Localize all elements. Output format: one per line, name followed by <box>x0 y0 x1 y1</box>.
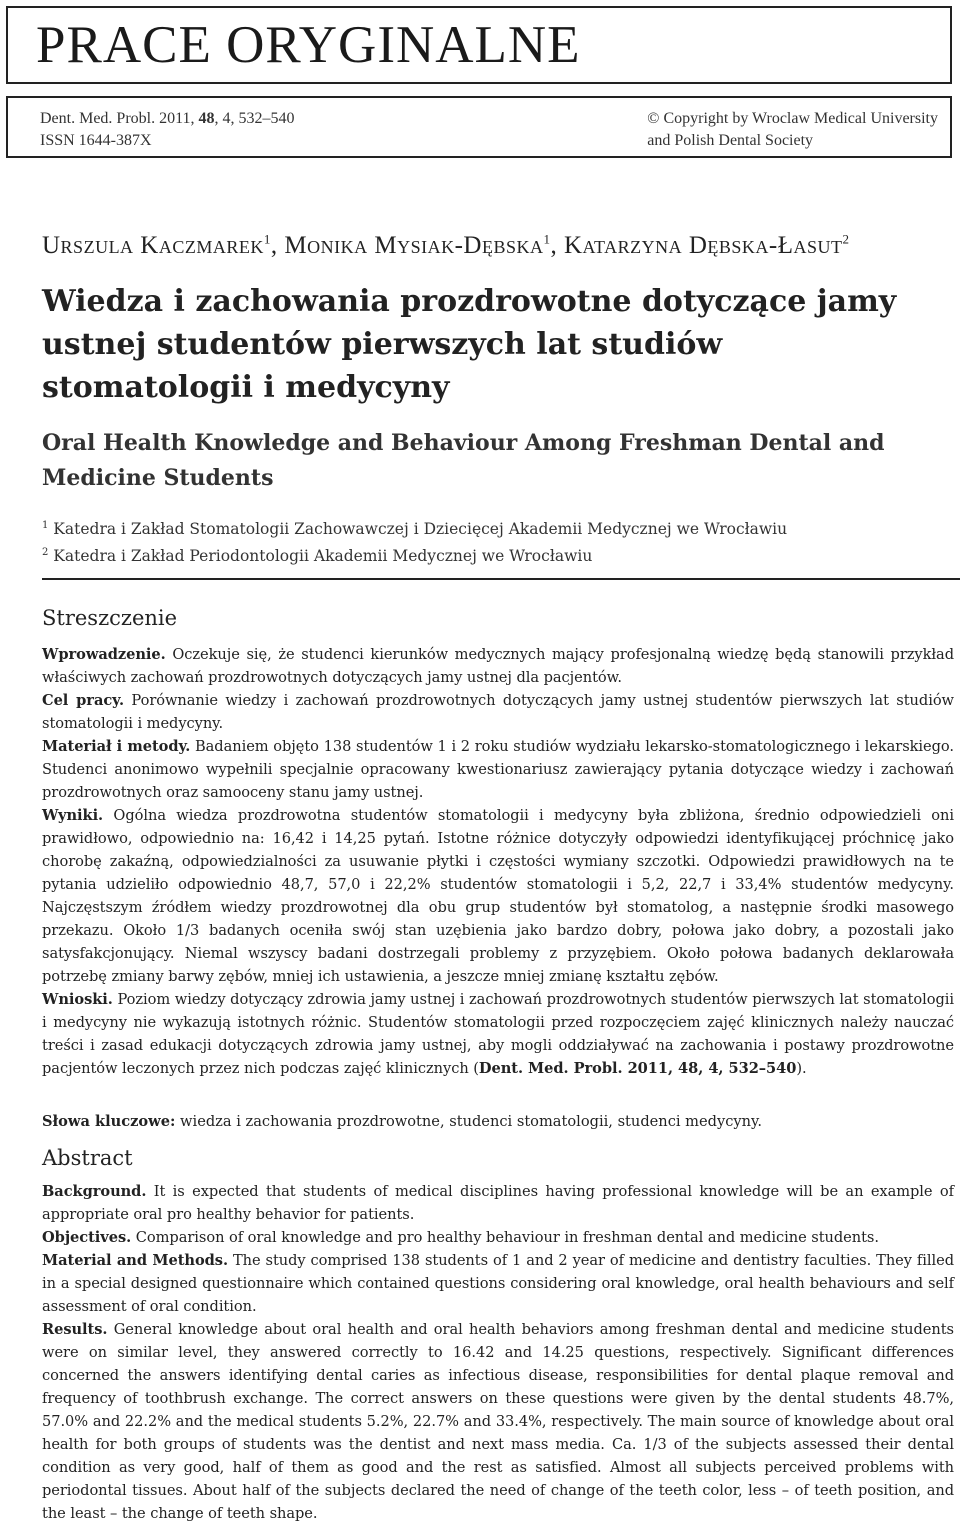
streszczenie-body <box>42 643 954 1080</box>
abstract-paragraph: Materiał i metody. Badaniem objęto 138 studentów 1 i 2 roku studiów wydziału lekarsko-stomatologicznego i lekarskiego. Studenci anonimowo wypełnili specjalnie opracowany kwestionariusz zawierający pytania dotyczące wiedzy i zachowań prozdrowotnych oraz samooceny stanu jamy ustnej. <box>42 738 954 801</box>
keywords-label: Słowa kluczowe: <box>42 1113 176 1130</box>
abstract-paragraph: Objectives. Comparison of oral knowledge and pro healthy behaviour in freshman dental and medicine students. <box>42 1229 879 1246</box>
keywords-text: wiedza i zachowania prozdrowotne, studenci stomatologii, studenci medycyny. <box>175 1113 762 1130</box>
journal-meta-box <box>6 96 952 158</box>
affiliation: $^1$ Katedra i Zakład Stomatologii Zachowawczej i Dziecięcej Akademii Medycznej we Wrocławiu <box>42 520 788 539</box>
journal-issue-pages: , 4, 532–540 <box>214 110 295 127</box>
abstract-paragraph: Results. General knowledge about oral health and oral health behaviors among freshman dental and medicine students were on similar level, they answered correctly to 16.42 and 14.25 questions, respectively. Significant differences concerned the answers identifying dental caries as infectious disease, responsibilities for dental plaque removal and frequency of toothbrush exchange. The correct answers on these questions were given by the dental students 48.7%, 57.0% and 22.2% and the medical students 5.2%, 22.7% and 33.4%, respectively. The main source of knowledge about oral health for both groups of students was the dentist and next mass media. Ca. 1/3 of the subjects assessed their dental condition as very good, half of them as good and the rest as satisfied. Almost all subjects perceived problems with periodontal tissues. About half of the subjects declared the need of change of the teeth color, less – of teeth position, and the least – the change of teeth shape. <box>42 1321 954 1522</box>
streszczenie-heading: Streszczenie <box>42 606 178 630</box>
journal-citation <box>40 108 295 152</box>
abstract-paragraph: Wnioski. Poziom wiedzy dotyczący zdrowia jamy ustnej i zachowań prozdrowotnych studentów pierwszych lat stomatologii i medycyny nie wykazują istotnych różnic. Studentów stomatologii przed rozpoczęciem zajęć klinicznych należy nauczać treści i zasad edukacji dotyczących zdrowia jamy ustnej, aby mogli oddziaływać na zachowania i postawy prozdrowotne pacjentów leczonych przez nich podczas zajęć klinicznych (Dent. Med. Probl. 2011, 48, 4, 532–540). <box>42 991 954 1077</box>
copyright-line-2: and Polish Dental Society <box>647 132 814 149</box>
abstract-paragraph: Wyniki. Ogólna wiedza prozdrowotna studentów stomatologii i medycyny była zbliżona, średnio odpowiedzieli oni prawidłowo, odpowiednio na: 16,42 i 14,25 pytań. Istotne różnice dotyczyły odpowiedzi identyfikującej próchnicę jako chorobę zakaźną, odpowiedzialności za usuwanie płytki i częstości wymiany szczotki. Odpowiedzi prawidłowych na te pytania udzieliło odpowiednio 48,7, 57,0 i 22,2% studentów stomatologii i 5,2, 22,7 i 33,4% studentów medycyny. Najczęstszym źródłem wiedzy prozdrowotnej dla obu grup studentów był stomatolog, a następnie środki masowego przekazu. Około 1/3 badanych oceniła swój stan uzębienia jako bardzo dobry, połowa jako dobry, a pozostali jako satysfakcjonujący. Niemal wszyscy badani dostrzegali problemy z przyzębiem. Około połowa badanych deklarowała potrzebę zmiany barwy zębów, mniej ich ustawienia, a jeszcze mniej zmianę kształtu zębów. <box>42 807 954 985</box>
affiliations <box>42 514 787 568</box>
copyright-notice <box>647 108 938 152</box>
abstract-paragraph: Background. It is expected that students of medical disciplines having professional knowledge will be an example of appropriate oral pro healthy behavior for patients. <box>42 1183 954 1223</box>
divider <box>42 578 960 580</box>
author: Katarzyna Dębska-Łasut$^2$ <box>563 232 850 260</box>
author-list <box>42 232 850 260</box>
abstract-paragraph: Material and Methods. The study comprised 138 students of 1 and 2 year of medicine and dentistry faculties. They filled in a special designed questionnaire which contained questions considering oral knowledge, oral health behaviours and self assessment of oral condition. <box>42 1252 954 1315</box>
abstract-paragraph: Cel pracy. Porównanie wiedzy i zachowań prozdrowotnych dotyczących jamy ustnej studentów pierwszych lat studiów stomatologii i medycyny. <box>42 692 954 732</box>
affiliation: $^2$ Katedra i Zakład Periodontologii Akademii Medycznej we Wrocławiu <box>42 547 593 566</box>
abstract-heading: Abstract <box>42 1146 133 1170</box>
article-title-polish: Wiedza i zachowania prozdrowotne dotyczące jamy ustnej studentów pierwszych lat studiów stomatologii i medycyny <box>42 284 897 405</box>
citation: Dent. Med. Probl. 2011, 48, 4, 532–540 <box>478 1060 797 1077</box>
abstract-paragraph: Wprowadzenie. Oczekuje się, że studenci kierunków medycznych mający profesjonalną wiedzę będą stanowili przykład właściwych zachowań prozdrowotnych dotyczących jamy ustnej dla pacjentów. <box>42 646 954 686</box>
author: Monika Mysiak-Dębska$^1$, <box>284 232 564 260</box>
copyright-line-1: © Copyright by Wroclaw Medical University <box>647 110 938 127</box>
keywords <box>42 1110 954 1133</box>
abstract-body <box>42 1180 954 1525</box>
journal-issn: ISSN 1644-387X <box>40 132 152 149</box>
author: Urszula Kaczmarek$^1$, <box>42 232 285 260</box>
section-title: PRACE ORYGINALNE <box>36 15 581 74</box>
journal-name: Dent. Med. Probl. 2011, <box>40 110 199 127</box>
section-header <box>6 6 952 84</box>
journal-volume: 48 <box>198 110 215 127</box>
article-title-english: Oral Health Knowledge and Behaviour Among Freshman Dental and Medicine Students <box>42 430 885 491</box>
